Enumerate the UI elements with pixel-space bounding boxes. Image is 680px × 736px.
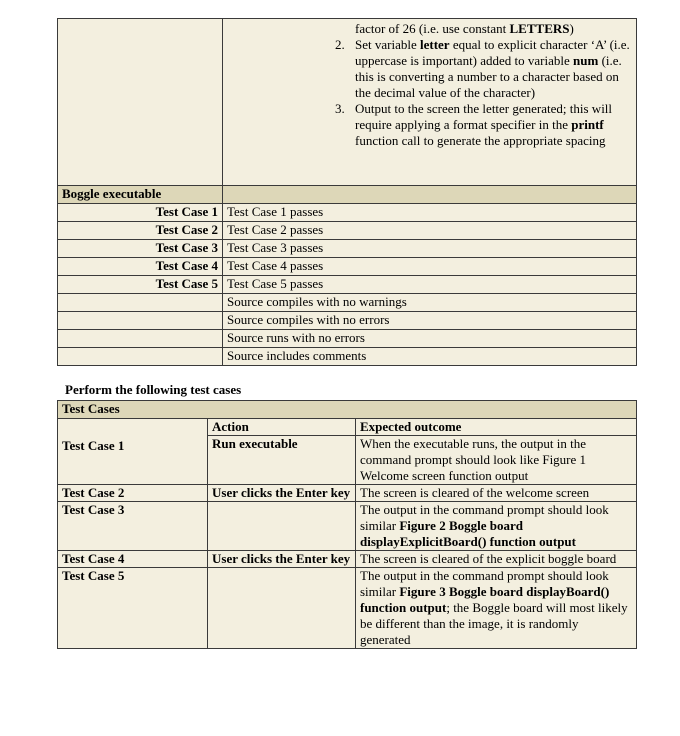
row-label: Test Case 1 <box>58 204 223 222</box>
action-cell <box>208 568 356 649</box>
test-case-label: Test Case 4 <box>58 551 208 568</box>
action-cell: User clicks the Enter key <box>208 551 356 568</box>
header-expected: Expected outcome <box>356 419 637 436</box>
rubric-blank-cell <box>58 19 223 186</box>
row-value: Test Case 5 passes <box>223 276 637 294</box>
step-item: 3. Output to the screen the letter generated; this will require applying a format specifier in the printf function call to generate the appropriate spacing <box>335 101 613 148</box>
expected-cell: The screen is cleared of the welcome screen <box>356 485 637 502</box>
test-case-label: Test Case 3 <box>58 502 208 551</box>
row-label: Test Case 2 <box>58 222 223 240</box>
row-value: Test Case 1 passes <box>223 204 637 222</box>
row-label <box>58 330 223 348</box>
row-label: Test Case 5 <box>58 276 223 294</box>
continuation-line: factor of 26 (i.e. use constant LETTERS) <box>355 21 574 36</box>
row-value: Test Case 4 passes <box>223 258 637 276</box>
expected-cell: The output in the command prompt should look similar Figure 3 Boggle board displayBoard() function output; the Boggle board will most likely be different than the image, it is randomly generated <box>356 568 637 649</box>
expected-cell: When the executable runs, the output in the command prompt should look like Figure 1 Welcome screen function output <box>356 436 637 485</box>
row-label <box>58 294 223 312</box>
row-label: Test Case 4 <box>58 258 223 276</box>
row-value: Source runs with no errors <box>223 330 637 348</box>
row-value: Test Case 3 passes <box>223 240 637 258</box>
row-value: Test Case 2 passes <box>223 222 637 240</box>
section-title: Boggle executable <box>58 186 223 204</box>
table-caption: Perform the following test cases <box>65 382 242 397</box>
test-case-label: Test Case 1 <box>62 438 125 453</box>
row-value: Source includes comments <box>223 348 637 366</box>
action-cell: User clicks the Enter key <box>208 485 356 502</box>
row-label <box>58 348 223 366</box>
test-case-label: Test Case 5 <box>58 568 208 649</box>
row-value: Source compiles with no warnings <box>223 294 637 312</box>
section-blank <box>223 186 637 204</box>
row-value: Source compiles with no errors <box>223 312 637 330</box>
test-case-label: Test Case 2 <box>58 485 208 502</box>
test-cases-title: Test Cases <box>58 401 637 419</box>
steps-cell <box>223 19 637 186</box>
row-label: Test Case 3 <box>58 240 223 258</box>
test-cases-table <box>57 400 637 649</box>
header-action: Action <box>208 419 356 436</box>
expected-cell: The screen is cleared of the explicit boggle board <box>356 551 637 568</box>
action-cell: Run executable <box>208 436 356 485</box>
steps-list <box>335 37 630 149</box>
rubric-table <box>57 18 637 366</box>
step-item: 2. Set variable letter equal to explicit character ‘A’ (i.e. uppercase is important) added to variable num (i.e. this is converting a number to a character based on the decimal value of the character) <box>335 37 630 100</box>
action-cell <box>208 502 356 551</box>
header-blank <box>58 419 208 485</box>
row-label <box>58 312 223 330</box>
expected-cell: The output in the command prompt should look similar Figure 2 Boggle board displayExplicitBoard() function output <box>356 502 637 551</box>
